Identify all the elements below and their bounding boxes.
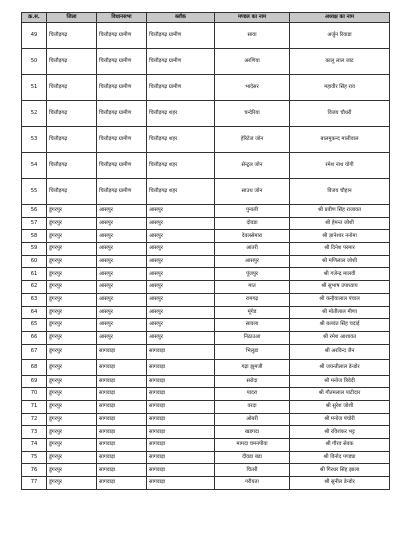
assembly-cell: सागवाड़ा — [97, 439, 147, 452]
assembly-cell: चित्तौड़गढ़ ग्रामीण — [97, 49, 147, 75]
table-row — [22, 477, 390, 490]
block-cell: सागवाड़ा — [147, 413, 215, 426]
assembly-cell: आसपुर — [97, 217, 147, 230]
mandal-cell: रामगढ़ — [215, 293, 290, 306]
district-cell: डूंगरपुर — [47, 375, 97, 388]
mandal-president-table — [21, 12, 390, 490]
president-cell: श्री अरविन्द जैन — [290, 344, 390, 360]
district-cell: डूंगरपुर — [47, 281, 97, 294]
assembly-cell: आसपुर — [97, 331, 147, 344]
block-cell: चित्तौड़गढ़ शहर — [147, 153, 215, 179]
block-cell: सागवाड़ा — [147, 451, 215, 464]
block-cell: आसपुर — [147, 243, 215, 256]
table-row — [22, 127, 390, 153]
block-cell: सागवाड़ा — [147, 375, 215, 388]
president-cell: श्री रमेश आशावत — [290, 331, 390, 344]
district-cell: डूंगरपुर — [47, 413, 97, 426]
header-block: ब्लॉक — [147, 13, 215, 23]
president-cell: बालमुकन्द मालीवाल — [290, 127, 390, 153]
serial-cell: 77 — [22, 477, 47, 490]
table-row — [22, 75, 390, 101]
serial-cell: 66 — [22, 331, 47, 344]
block-cell: आसपुर — [147, 281, 215, 294]
block-cell: सागवाड़ा — [147, 360, 215, 376]
mandal-cell: निठाउआ — [215, 331, 290, 344]
district-cell: डूंगरपुर — [47, 400, 97, 413]
block-cell: सागवाड़ा — [147, 344, 215, 360]
mandal-cell: आसपुर — [215, 255, 290, 268]
block-cell: आसपुर — [147, 230, 215, 243]
president-cell: श्री गजेन्द्र मालवी — [290, 268, 390, 281]
serial-cell: 64 — [22, 306, 47, 319]
assembly-cell: चित्तौड़गढ़ ग्रामीण — [97, 23, 147, 49]
district-cell: डूंगरपुर — [47, 439, 97, 452]
president-cell: श्री जयन्तीलाल डेन्डोर — [290, 360, 390, 376]
assembly-cell: चित्तौड़गढ़ ग्रामीण — [97, 179, 147, 205]
serial-cell: 67 — [22, 344, 47, 360]
assembly-cell: चित्तौड़गढ़ ग्रामीण — [97, 101, 147, 127]
serial-cell: 74 — [22, 439, 47, 452]
block-cell: चित्तौड़गढ़ शहर — [147, 179, 215, 205]
assembly-cell: सागवाड़ा — [97, 413, 147, 426]
header-assembly: विधानसभा — [97, 13, 147, 23]
serial-cell: 59 — [22, 243, 47, 256]
assembly-cell: आसपुर — [97, 230, 147, 243]
block-cell: आसपुर — [147, 331, 215, 344]
district-cell: डूंगरपुर — [47, 230, 97, 243]
district-cell: डूंगरपुर — [47, 205, 97, 218]
table-row — [22, 293, 390, 306]
president-cell: श्री सुभाष उपाध्याय — [290, 281, 390, 294]
assembly-cell: सागवाड़ा — [97, 451, 147, 464]
block-cell: सागवाड़ा — [147, 464, 215, 477]
block-cell: चित्तौड़गढ़ ग्रामीण — [147, 75, 215, 101]
assembly-cell: सागवाड़ा — [97, 477, 147, 490]
serial-cell: 54 — [22, 153, 47, 179]
block-cell: चित्तौड़गढ़ शहर — [147, 127, 215, 153]
table-row — [22, 413, 390, 426]
assembly-cell: आसपुर — [97, 319, 147, 332]
district-cell: चित्तौड़गढ़ — [47, 49, 97, 75]
district-cell: डूंगरपुर — [47, 426, 97, 439]
district-cell: डूंगरपुर — [47, 217, 97, 230]
mandal-cell: पूंजपुर — [215, 268, 290, 281]
assembly-cell: सागवाड़ा — [97, 344, 147, 360]
district-cell: चित्तौड़गढ़ — [47, 101, 97, 127]
serial-cell: 52 — [22, 101, 47, 127]
assembly-cell: आसपुर — [97, 205, 147, 218]
serial-cell: 72 — [22, 413, 47, 426]
serial-cell: 69 — [22, 375, 47, 388]
district-cell: डूंगरपुर — [47, 268, 97, 281]
table-header-row — [22, 13, 390, 23]
district-cell: चित्तौड़गढ़ — [47, 75, 97, 101]
mandal-cell: गढ़ा झुमजी — [215, 360, 290, 376]
block-cell: आसपुर — [147, 217, 215, 230]
district-cell: चित्तौड़गढ़ — [47, 153, 97, 179]
district-cell: चित्तौड़गढ़ — [47, 127, 97, 153]
mandal-cell: चन्देरिया — [215, 101, 290, 127]
president-cell: श्री विनोद पण्ड्या — [290, 451, 390, 464]
table-row — [22, 439, 390, 452]
mandal-cell: हेरिटेज जोन — [215, 127, 290, 153]
president-cell: श्री कन्हैयालाल पंचाल — [290, 293, 390, 306]
serial-cell: 51 — [22, 75, 47, 101]
president-cell: श्री प्रवीण सिंह राजावत — [290, 205, 390, 218]
assembly-cell: सागवाड़ा — [97, 360, 147, 376]
assembly-cell: सागवाड़ा — [97, 464, 147, 477]
block-cell: चित्तौड़गढ़ शहर — [147, 101, 215, 127]
president-cell: श्री गिरधर सिंह झाला — [290, 464, 390, 477]
block-cell: चित्तौड़गढ़ ग्रामीण — [147, 23, 215, 49]
mandal-cell: भिलुडा — [215, 344, 290, 360]
assembly-cell: सागवाड़ा — [97, 400, 147, 413]
serial-cell: 50 — [22, 49, 47, 75]
table-row — [22, 23, 390, 49]
president-cell: रमेश नाथ योगी — [290, 153, 390, 179]
president-cell: श्री सुनील डेन्डोर — [290, 477, 390, 490]
serial-cell: 56 — [22, 205, 47, 218]
district-cell: डूंगरपुर — [47, 293, 97, 306]
header-district: जिला — [47, 13, 97, 23]
serial-cell: 57 — [22, 217, 47, 230]
assembly-cell: आसपुर — [97, 281, 147, 294]
assembly-cell: सागवाड़ा — [97, 426, 147, 439]
mandal-cell: ओबरी — [215, 413, 290, 426]
table-row — [22, 179, 390, 205]
district-cell: डूंगरपुर — [47, 319, 97, 332]
header-mandal: मण्डल का नाम — [215, 13, 290, 23]
president-cell: श्री बलवंत सिंह चदाई — [290, 319, 390, 332]
assembly-cell: आसपुर — [97, 293, 147, 306]
table-row — [22, 243, 390, 256]
block-cell: सागवाड़ा — [147, 400, 215, 413]
mandal-cell: सावा — [215, 23, 290, 49]
assembly-cell: आसपुर — [97, 255, 147, 268]
mandal-cell: वरदा — [215, 400, 290, 413]
mandal-cell: आंतरी — [215, 243, 290, 256]
president-cell: श्री गौतमलाल पाटीदार — [290, 388, 390, 401]
block-cell: आसपुर — [147, 268, 215, 281]
assembly-cell: आसपुर — [97, 268, 147, 281]
assembly-cell: सागवाड़ा — [97, 388, 147, 401]
block-cell: सागवाड़ा — [147, 439, 215, 452]
mandal-cell: मूंगेड — [215, 306, 290, 319]
serial-cell: 68 — [22, 360, 47, 376]
mandal-cell: चितरी — [215, 464, 290, 477]
president-cell: श्री सुरेश जोशी — [290, 400, 390, 413]
assembly-cell: सागवाड़ा — [97, 375, 147, 388]
mandal-cell: पुनाली — [215, 205, 290, 218]
table-row — [22, 319, 390, 332]
block-cell: सागवाड़ा — [147, 388, 215, 401]
serial-cell: 70 — [22, 388, 47, 401]
table-row — [22, 388, 390, 401]
serial-cell: 61 — [22, 268, 47, 281]
serial-cell: 73 — [22, 426, 47, 439]
mandal-cell: मामदा चमनपीया — [215, 439, 290, 452]
district-cell: डूंगरपुर — [47, 331, 97, 344]
serial-cell: 60 — [22, 255, 47, 268]
table-row — [22, 101, 390, 127]
president-cell: श्री रविशंकर भट्ट — [290, 426, 390, 439]
table-row — [22, 464, 390, 477]
table-row — [22, 205, 390, 218]
header-serial: क्र.स. — [22, 13, 47, 23]
mandal-cell: अरणिया — [215, 49, 290, 75]
president-cell: श्री मनोज त्रिवेदी — [290, 375, 390, 388]
president-cell: श्री गौरव सेवक — [290, 439, 390, 452]
president-cell: कालू लाल जाट — [290, 49, 390, 75]
block-cell: आसपुर — [147, 255, 215, 268]
table-row — [22, 331, 390, 344]
assembly-cell: चित्तौड़गढ़ ग्रामीण — [97, 127, 147, 153]
table-row — [22, 230, 390, 243]
president-cell: विजय चौहान — [290, 179, 390, 205]
district-cell: चित्तौड़गढ़ — [47, 179, 97, 205]
district-cell: डूंगरपुर — [47, 388, 97, 401]
serial-cell: 58 — [22, 230, 47, 243]
table-row — [22, 255, 390, 268]
mandal-cell: खडगदा — [215, 426, 290, 439]
mandal-cell: पादरा — [215, 388, 290, 401]
president-cell: श्री हेमन्त जोशी — [290, 217, 390, 230]
serial-cell: 65 — [22, 319, 47, 332]
table-row — [22, 400, 390, 413]
block-cell: आसपुर — [147, 319, 215, 332]
block-cell: आसपुर — [147, 306, 215, 319]
president-cell: श्री ज्ञानेश्वर ननोमा — [290, 230, 390, 243]
serial-cell: 76 — [22, 464, 47, 477]
header-president: अध्यक्ष का नाम — [290, 13, 390, 23]
mandal-cell: गरीयता — [215, 477, 290, 490]
block-cell: चित्तौड़गढ़ ग्रामीण — [147, 49, 215, 75]
president-cell: श्री दिनेश परमार — [290, 243, 390, 256]
president-cell: श्री मनोज पंचोरी — [290, 413, 390, 426]
district-cell: डूंगरपुर — [47, 255, 97, 268]
district-cell: डूंगरपुर — [47, 477, 97, 490]
president-cell: विजय चौधरी — [290, 101, 390, 127]
mandal-cell: दीवडा बडा — [215, 451, 290, 464]
mandal-cell: देवलसेमारा — [215, 230, 290, 243]
table-row — [22, 451, 390, 464]
table-row — [22, 306, 390, 319]
serial-cell: 71 — [22, 400, 47, 413]
president-cell: श्री मोतीलाल मीणा — [290, 306, 390, 319]
mandal-cell: मात — [215, 281, 290, 294]
district-cell: डूंगरपुर — [47, 464, 97, 477]
mandal-cell: साउथ जोन — [215, 179, 290, 205]
assembly-cell: आसपुर — [97, 243, 147, 256]
table-row — [22, 426, 390, 439]
district-cell: डूंगरपुर — [47, 451, 97, 464]
mandal-cell: दोवडा — [215, 217, 290, 230]
assembly-cell: चित्तौड़गढ़ ग्रामीण — [97, 75, 147, 101]
table-body — [22, 23, 390, 490]
block-cell: सागवाड़ा — [147, 426, 215, 439]
president-cell: अर्जुन रियाडा — [290, 23, 390, 49]
district-cell: डूंगरपुर — [47, 344, 97, 360]
district-cell: चित्तौड़गढ़ — [47, 23, 97, 49]
table-row — [22, 375, 390, 388]
table-row — [22, 217, 390, 230]
serial-cell: 75 — [22, 451, 47, 464]
table-row — [22, 344, 390, 360]
assembly-cell: आसपुर — [97, 306, 147, 319]
district-cell: डूंगरपुर — [47, 243, 97, 256]
serial-cell: 62 — [22, 281, 47, 294]
serial-cell: 53 — [22, 127, 47, 153]
table-row — [22, 281, 390, 294]
assembly-cell: चित्तौड़गढ़ ग्रामीण — [97, 153, 147, 179]
mandal-cell: सेन्ट्रल जोन — [215, 153, 290, 179]
table-row — [22, 268, 390, 281]
serial-cell: 49 — [22, 23, 47, 49]
block-cell: आसपुर — [147, 293, 215, 306]
block-cell: आसपुर — [147, 205, 215, 218]
table-row — [22, 153, 390, 179]
block-cell: सागवाड़ा — [147, 477, 215, 490]
district-cell: डूंगरपुर — [47, 360, 97, 376]
mandal-cell: भादेसर — [215, 75, 290, 101]
serial-cell: 63 — [22, 293, 47, 306]
president-cell: श्री मणिलाल जोशी — [290, 255, 390, 268]
serial-cell: 55 — [22, 179, 47, 205]
district-cell: डूंगरपुर — [47, 306, 97, 319]
president-cell: महावीर सिंह राव — [290, 75, 390, 101]
table-row — [22, 49, 390, 75]
mandal-cell: सावला — [215, 319, 290, 332]
mandal-cell: सरोदा — [215, 375, 290, 388]
table-row — [22, 360, 390, 376]
